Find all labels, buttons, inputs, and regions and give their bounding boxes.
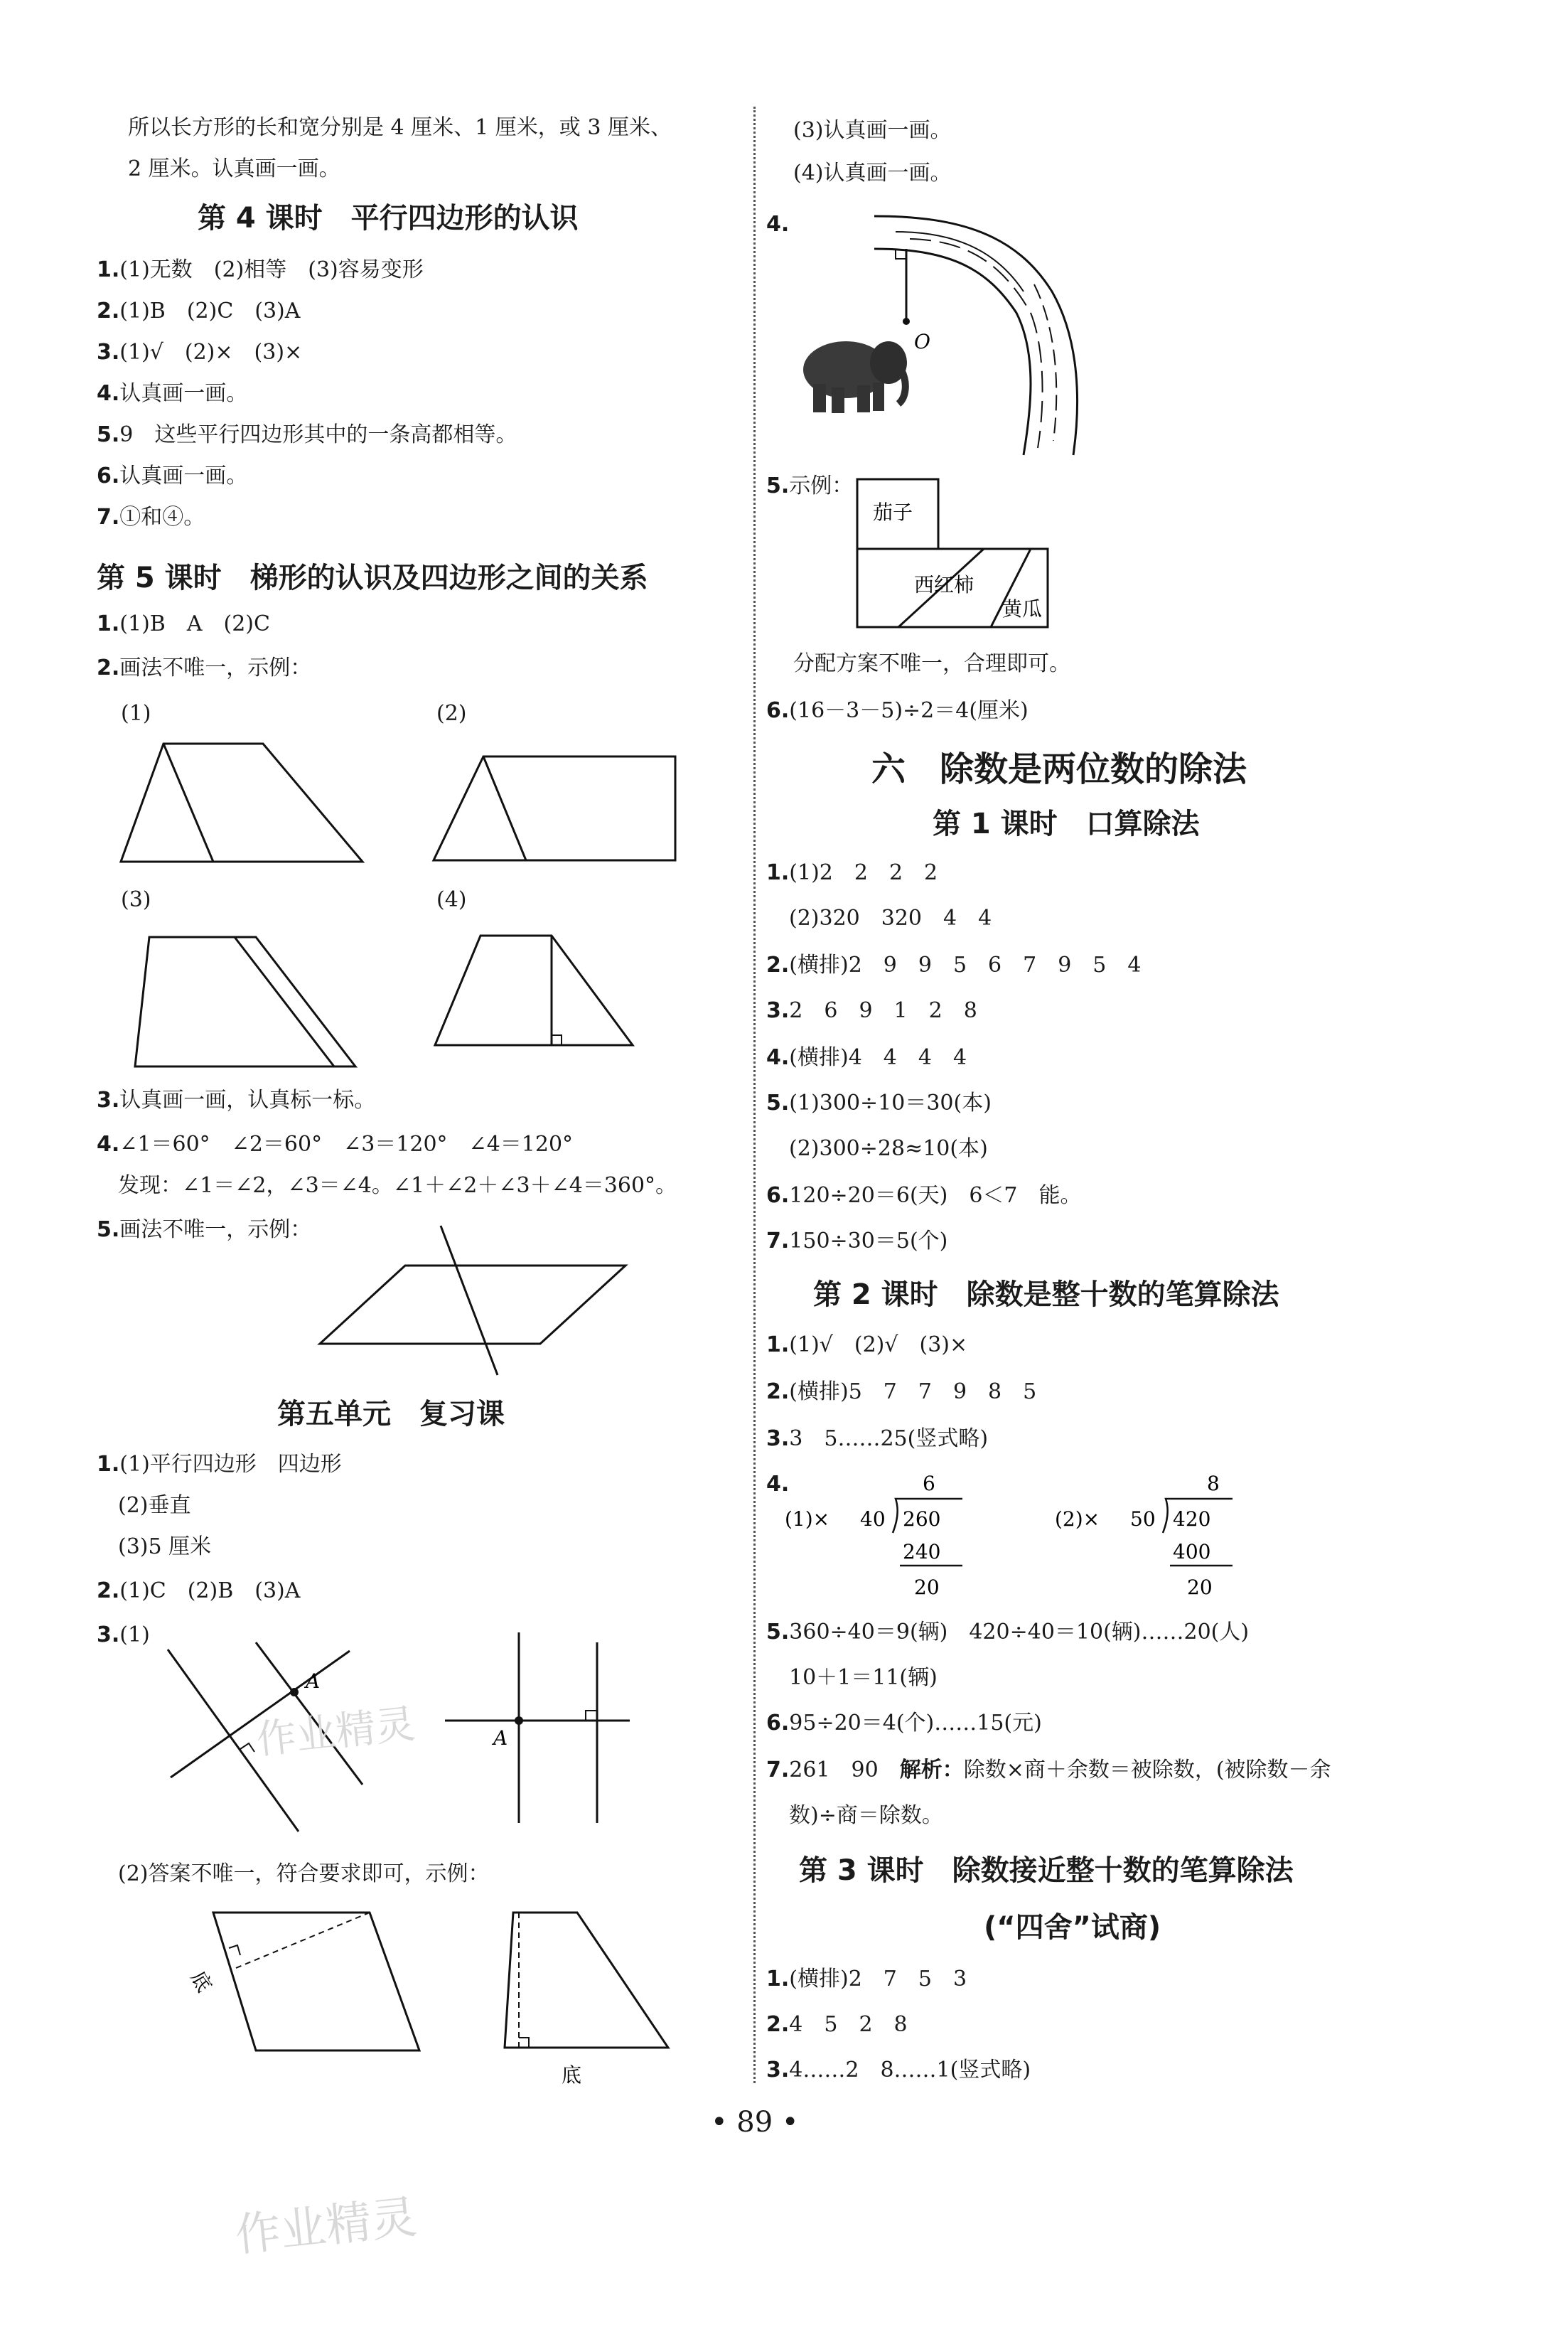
lesson5-q4-finding: 发现：∠1＝∠2，∠3＝∠4。∠1＋∠2＋∠3＋∠4＝360°。 — [118, 1173, 677, 1198]
q-text: (1)B (2)C (3)A — [119, 299, 301, 323]
q-text: 认真画一画，认真标一标。 — [119, 1088, 376, 1113]
div2-dividend: 420 — [1173, 1507, 1211, 1531]
q-text: (1)2 2 2 2 — [789, 860, 938, 885]
long-division-1 — [782, 1469, 995, 1611]
elephant-river-figure — [789, 206, 1088, 462]
right-q5 — [766, 472, 853, 501]
lesson4-q1 — [97, 256, 424, 284]
u6-l2-q7-2: 数)÷商＝除数。 — [789, 1803, 943, 1828]
watermark-2: 作业精灵 — [232, 2191, 419, 2263]
q-number: 5. — [766, 1620, 790, 1645]
q-text: 画法不唯一，示例： — [119, 656, 312, 680]
point-a-label-2: A — [493, 1726, 508, 1750]
base-label-1: 底 — [186, 1967, 217, 1996]
trapezoid-figure-2 — [426, 754, 697, 867]
div2-divisor: 50 — [1130, 1507, 1156, 1531]
u6-l3-q1 — [766, 1965, 967, 1994]
u6-lesson1-title: 第 1 课时 口算除法 — [933, 808, 1200, 840]
q-number: 3. — [97, 340, 120, 365]
right-top-1: (3)认真画一画。 — [793, 118, 952, 143]
watermark-1: 作业精灵 — [254, 1701, 418, 1764]
q-text: 10＋1＝11(辆) — [789, 1665, 938, 1690]
q-text: ①和④。 — [119, 505, 205, 530]
u6-l2-q3 — [766, 1425, 988, 1453]
q-text: (16－3－5)÷2＝4(厘米) — [789, 698, 1029, 723]
review-q3 — [97, 1621, 150, 1649]
div1-divisor: 40 — [860, 1507, 886, 1531]
q-text: 画法不唯一，示例： — [119, 1217, 312, 1242]
q-number: 1. — [97, 1452, 120, 1477]
long-division-2 — [1052, 1469, 1265, 1611]
review-q3-2: (2)答案不唯一，符合要求即可，示例： — [118, 1861, 490, 1886]
q-number: 5. — [97, 1217, 120, 1242]
q-text: 2 6 9 1 2 8 — [789, 998, 977, 1023]
lesson5-q1 — [97, 610, 270, 638]
right-q5-note: 分配方案不唯一，合理即可。 — [793, 651, 1070, 676]
region-eggplant: 茄子 — [873, 501, 913, 524]
q-number: 6. — [97, 464, 120, 488]
div2-label: (2)× — [1055, 1507, 1100, 1531]
page-number: • 89 • — [711, 2106, 799, 2139]
q-text: (2)300÷28≈10(本) — [789, 1136, 988, 1161]
q-number: 2. — [97, 656, 120, 680]
u6-l3-q3 — [766, 2056, 1031, 2085]
q-number: 6. — [766, 1711, 790, 1736]
q-text: (1)平行四边形 四边形 — [119, 1452, 342, 1477]
lesson5-q2 — [97, 654, 311, 683]
analysis-label: 解析： — [899, 1758, 964, 1782]
div2-remainder: 20 — [1187, 1576, 1213, 1599]
q-number: 1. — [766, 1967, 790, 1991]
div1-product: 240 — [903, 1540, 941, 1563]
q-number: 3. — [766, 2058, 790, 2082]
review-q2 — [97, 1577, 300, 1605]
point-o-label: O — [914, 330, 930, 353]
q-number: 7. — [97, 505, 120, 530]
u6-l1-q1-2 — [789, 904, 992, 933]
q-number: 2. — [97, 1578, 120, 1603]
right-q6 — [766, 697, 1029, 725]
point-a-label: A — [306, 1669, 321, 1693]
right-q4-num — [766, 210, 789, 239]
parallelogram-with-line — [313, 1223, 640, 1379]
q-text: (横排)4 4 4 4 — [789, 1045, 967, 1070]
q-number: 3. — [766, 998, 790, 1023]
q-number: 6. — [766, 1183, 790, 1208]
intro-line-1: 所以长方形的长和宽分别是 4 厘米、1 厘米，或 3 厘米、 — [128, 115, 672, 140]
q-number: 1. — [97, 257, 120, 282]
u6-l2-q2 — [766, 1378, 1036, 1406]
q-text: (1)B A (2)C — [119, 611, 270, 636]
q-number: 1. — [97, 611, 120, 636]
q-text: 150÷30＝5(个) — [789, 1229, 948, 1253]
lesson4-q3 — [97, 338, 302, 367]
garden-division-figure — [853, 475, 1052, 631]
trapezoid-figure-1 — [114, 739, 384, 867]
q-text: 9 这些平行四边形其中的一条高都相等。 — [119, 422, 517, 447]
q-text: 360÷40＝9(辆) 420÷40＝10(辆)……20(人) — [789, 1620, 1250, 1645]
u6-l3-q2 — [766, 2011, 908, 2039]
q-number: 3. — [766, 1426, 790, 1451]
q-text: (横排)5 7 7 9 8 5 — [789, 1379, 1037, 1404]
u6-l1-q3 — [766, 997, 977, 1025]
trapezoid-base-figure — [498, 1905, 675, 2090]
q-number: 3. — [97, 1088, 120, 1113]
lesson5-q5 — [97, 1216, 311, 1244]
q-number: 4. — [766, 212, 790, 237]
u6-l1-q5-2 — [789, 1135, 988, 1163]
q-text: (1) — [119, 1622, 150, 1647]
div1-quotient: 6 — [923, 1472, 935, 1495]
q-number: 3. — [97, 1622, 120, 1647]
div1-label: (1)× — [785, 1507, 830, 1531]
review-title: 第五单元 复习课 — [277, 1398, 505, 1430]
fig-label-1: (1) — [121, 701, 151, 726]
q-number: 5. — [766, 474, 790, 498]
parallelogram-base-figure — [186, 1905, 434, 2069]
u6-l2-q5-2 — [789, 1664, 938, 1692]
u6-l1-q2 — [766, 951, 1141, 980]
trapezoid-figure-3 — [128, 931, 370, 1074]
q-number: 5. — [97, 422, 120, 447]
q-number: 5. — [766, 1091, 790, 1116]
u6-l2-q6 — [766, 1709, 1042, 1738]
q-text: 认真画一画。 — [119, 381, 248, 406]
unit6-title: 六 除数是两位数的除法 — [871, 749, 1247, 789]
div2-quotient: 8 — [1207, 1472, 1220, 1495]
q-text: (横排)2 7 5 3 — [789, 1967, 967, 1991]
trapezoid-figure-4 — [426, 931, 640, 1052]
q-text: (横排)2 9 9 5 6 7 9 5 4 — [789, 953, 1142, 978]
q-text: 除数×商＋余数＝被除数，(被除数－余 — [963, 1758, 1331, 1782]
u6-l1-q6 — [766, 1182, 1082, 1210]
region-tomato: 西红柿 — [914, 573, 974, 597]
q-number: 7. — [766, 1758, 790, 1782]
q-number: 4. — [97, 381, 120, 406]
u6-lesson2-title: 第 2 课时 除数是整十数的笔算除法 — [813, 1278, 1279, 1311]
lesson4-title: 第 4 课时 平行四边形的认识 — [198, 202, 579, 235]
q-text: 3 5……25(竖式略) — [789, 1426, 989, 1451]
q-text: (1)300÷10＝30(本) — [789, 1091, 992, 1116]
lesson4-q6 — [97, 462, 247, 491]
q-number: 2. — [97, 299, 120, 323]
lesson5-q4 — [97, 1130, 573, 1159]
q-text: 4……2 8……1(竖式略) — [789, 2058, 1031, 2082]
fig-label-4: (4) — [436, 887, 467, 912]
q-text: (2)320 320 4 4 — [789, 906, 992, 931]
fig-label-3: (3) — [121, 887, 151, 912]
u6-l1-q7 — [766, 1227, 947, 1256]
q-text: (1)√ (2)√ (3)× — [789, 1332, 968, 1357]
q-number: 6. — [766, 698, 790, 723]
q-number: 4. — [766, 1045, 790, 1070]
elephant-icon — [803, 341, 907, 413]
lesson4-q7 — [97, 503, 205, 532]
u6-lesson3-title: 第 3 课时 除数接近整十数的笔算除法 — [799, 1854, 1294, 1887]
div1-dividend: 260 — [903, 1507, 941, 1531]
region-cucumber: 黄瓜 — [1002, 597, 1043, 621]
div2-product: 400 — [1173, 1540, 1211, 1563]
perpendicular-figure-2 — [441, 1628, 633, 1827]
q-number: 7. — [766, 1229, 790, 1253]
u6-l1-q4 — [766, 1044, 967, 1072]
q-number: 4. — [766, 1472, 790, 1497]
u6-lesson3-subtitle: (“四舍”试商) — [984, 1911, 1161, 1944]
lesson4-q4 — [97, 380, 247, 408]
q-text: 认真画一画。 — [119, 464, 248, 488]
q-number: 2. — [766, 2012, 790, 2037]
u6-l1-q1 — [766, 859, 938, 887]
lesson5-q3 — [97, 1086, 375, 1115]
lesson4-q5 — [97, 421, 517, 449]
review-q1 — [97, 1450, 342, 1479]
q-text: 120÷20＝6(天) 6＜7 能。 — [789, 1183, 1082, 1208]
q-text: 示例： — [789, 474, 854, 498]
q-number: 4. — [97, 1132, 120, 1157]
review-q1-2: (2)垂直 — [118, 1493, 191, 1518]
q-text: (1)无数 (2)相等 (3)容易变形 — [119, 257, 424, 282]
q-number: 2. — [766, 953, 790, 978]
right-top-2: (4)认真画一画。 — [793, 161, 952, 186]
u6-l2-q5 — [766, 1618, 1249, 1647]
lesson4-q2 — [97, 297, 300, 326]
review-q1-3: (3)5 厘米 — [118, 1534, 212, 1559]
intro-line-2: 2 厘米。认真画一画。 — [128, 156, 340, 181]
u6-l2-q1 — [766, 1331, 967, 1359]
q-text: 95÷20＝4(个)……15(元) — [789, 1711, 1042, 1736]
u6-l1-q5 — [766, 1089, 992, 1118]
fig-label-2: (2) — [436, 701, 467, 726]
q-number: 2. — [766, 1379, 790, 1404]
q-number: 1. — [766, 1332, 790, 1357]
column-divider — [753, 107, 756, 2083]
q-text: ∠1＝60° ∠2＝60° ∠3＝120° ∠4＝120° — [119, 1132, 574, 1157]
u6-l2-q7 — [766, 1756, 1331, 1785]
lesson5-title: 第 5 课时 梯形的认识及四边形之间的关系 — [97, 562, 648, 594]
q-number: 1. — [766, 860, 790, 885]
q-text: 261 90 — [789, 1758, 900, 1782]
q-text: 4 5 2 8 — [789, 2012, 908, 2037]
q-text: (1)C (2)B (3)A — [119, 1578, 301, 1603]
q-text: (1)√ (2)× (3)× — [119, 340, 303, 365]
div1-remainder: 20 — [914, 1576, 940, 1599]
base-label-2: 底 — [562, 2063, 582, 2087]
